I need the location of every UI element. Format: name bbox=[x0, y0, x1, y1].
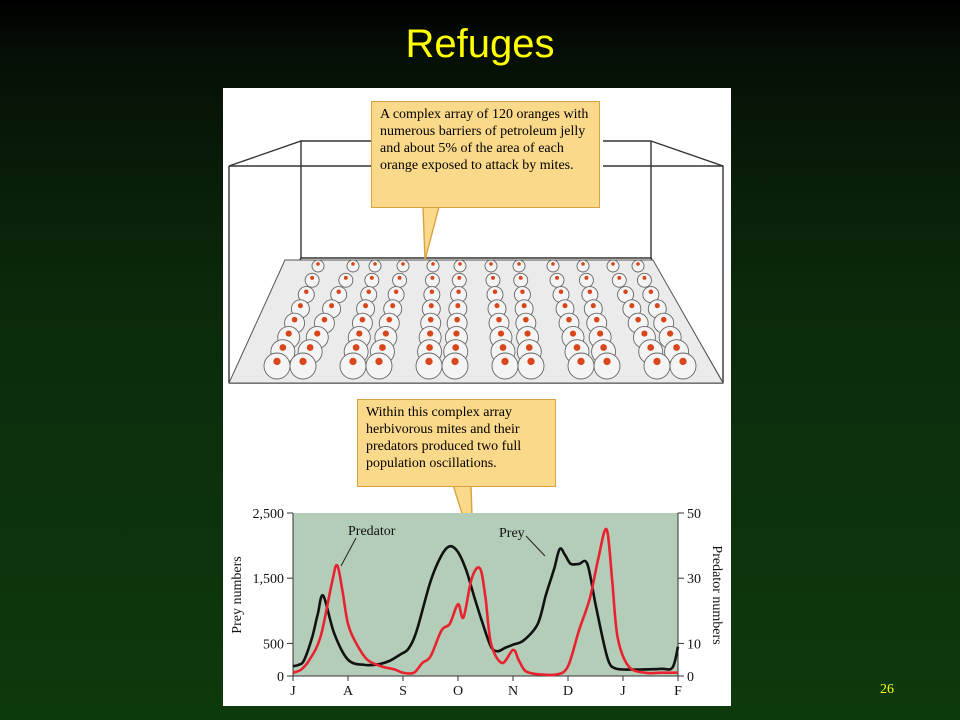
orange bbox=[290, 353, 316, 379]
x-tick-label: F bbox=[674, 684, 682, 699]
orange bbox=[365, 273, 379, 287]
orange bbox=[568, 353, 594, 379]
population-chart bbox=[230, 507, 724, 699]
orange bbox=[670, 353, 696, 379]
y2-tick-label: 30 bbox=[687, 572, 701, 588]
orange bbox=[637, 273, 651, 287]
orange bbox=[347, 260, 359, 272]
y2-tick-label: 50 bbox=[687, 507, 701, 522]
orange bbox=[632, 260, 644, 272]
predator-series-label: Predator bbox=[348, 524, 396, 539]
orange bbox=[577, 260, 589, 272]
orange bbox=[547, 260, 559, 272]
orange bbox=[369, 260, 381, 272]
y-tick-label: 1,500 bbox=[252, 572, 284, 588]
orange bbox=[492, 353, 518, 379]
x-tick-label: A bbox=[342, 684, 354, 699]
orange bbox=[579, 273, 593, 287]
orange bbox=[427, 260, 439, 272]
x-tick-label: J bbox=[290, 684, 296, 699]
orange bbox=[416, 353, 442, 379]
orange bbox=[339, 273, 353, 287]
orange bbox=[340, 353, 366, 379]
orange bbox=[550, 273, 564, 287]
top-callout: A complex array of 120 oranges with numerous barriers of petroleum jelly and about 5% of the area of each orange exposed to attack by mites. bbox=[371, 101, 600, 208]
prey-series-label: Prey bbox=[499, 526, 525, 541]
page-number: 26 bbox=[880, 682, 894, 697]
predator-axis-label: Predator numbers bbox=[709, 545, 724, 645]
orange bbox=[644, 353, 670, 379]
x-tick-label: J bbox=[620, 684, 626, 699]
slide-title: Refuges bbox=[405, 22, 555, 66]
orange bbox=[397, 260, 409, 272]
y-tick-label: 0 bbox=[277, 670, 284, 685]
x-tick-label: O bbox=[452, 684, 464, 699]
orange bbox=[518, 353, 544, 379]
orange bbox=[454, 260, 466, 272]
orange bbox=[393, 273, 407, 287]
orange bbox=[612, 273, 626, 287]
orange bbox=[452, 273, 466, 287]
bottom-callout: Within this complex array herbivorous mites and their predators produced two full population oscillations. bbox=[357, 399, 556, 487]
y-tick-label: 500 bbox=[263, 637, 284, 653]
orange bbox=[485, 260, 497, 272]
y-tick-label: 2,500 bbox=[252, 507, 284, 522]
orange bbox=[366, 353, 392, 379]
orange bbox=[594, 353, 620, 379]
orange bbox=[264, 353, 290, 379]
orange bbox=[486, 273, 500, 287]
y2-tick-label: 10 bbox=[687, 637, 701, 653]
orange bbox=[607, 260, 619, 272]
box-left-back-edge bbox=[229, 141, 301, 258]
orange bbox=[305, 273, 319, 287]
orange bbox=[514, 273, 528, 287]
x-tick-label: N bbox=[507, 684, 519, 699]
orange bbox=[425, 273, 439, 287]
top-callout-pointer bbox=[423, 207, 439, 260]
orange bbox=[513, 260, 525, 272]
prey-axis-label: Prey numbers bbox=[230, 556, 245, 634]
figure-panel bbox=[223, 88, 731, 706]
orange bbox=[442, 353, 468, 379]
x-tick-label: S bbox=[399, 684, 407, 699]
orange bbox=[312, 260, 324, 272]
y2-tick-label: 0 bbox=[687, 670, 694, 685]
x-tick-label: D bbox=[562, 684, 574, 699]
